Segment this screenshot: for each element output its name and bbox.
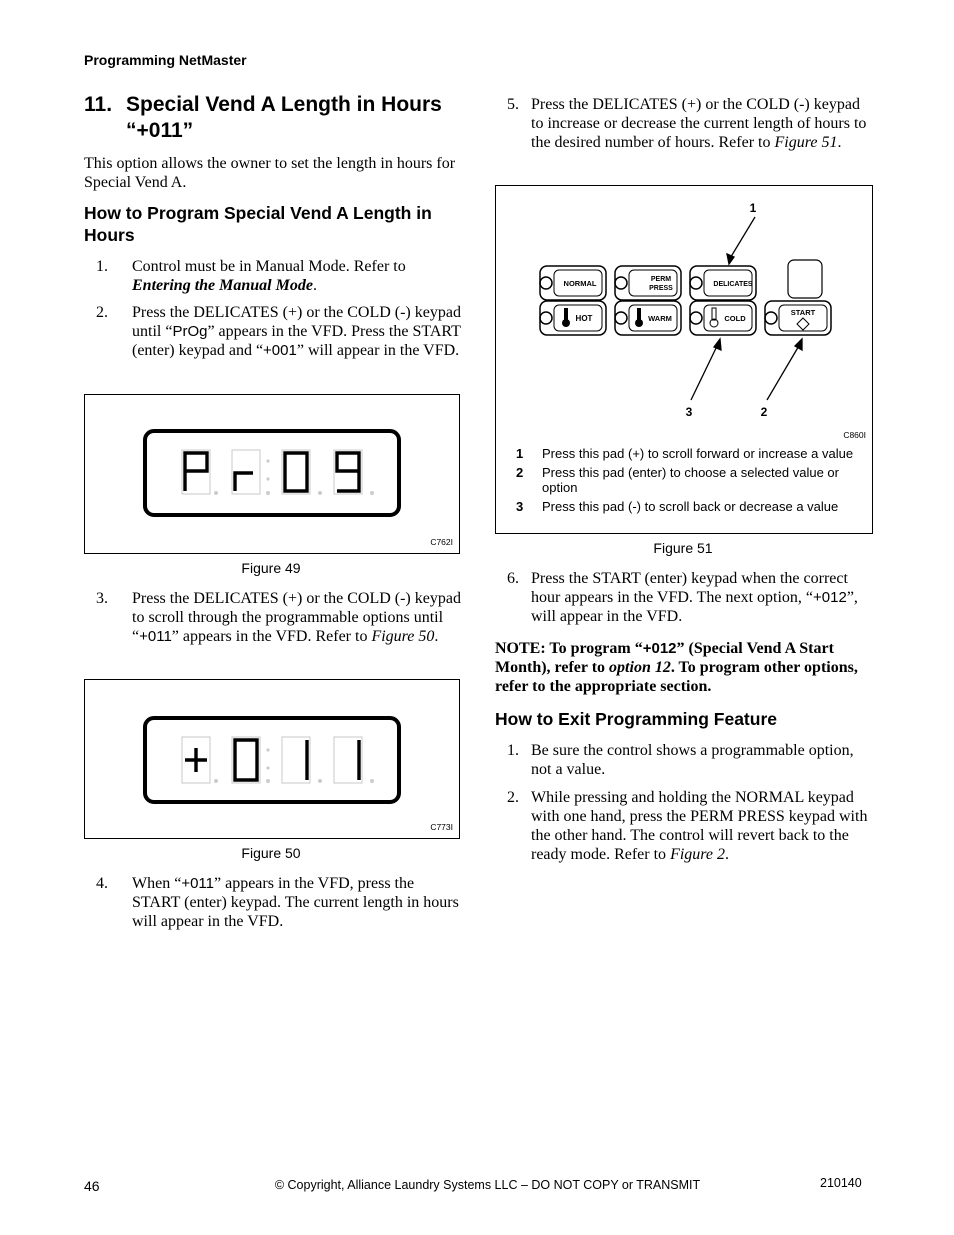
step-text: .	[312, 277, 317, 294]
step-text: Press the START (enter) keypad when the correct hour appears in the VFD. The next option, “	[531, 570, 848, 606]
figure-50-link[interactable]: Figure 50	[371, 628, 435, 645]
callout-1: 1	[749, 201, 757, 215]
option-12-link[interactable]: option 12	[609, 659, 671, 676]
step-text: ” appears in the VFD. Refer to	[171, 628, 372, 645]
figure-49-frame	[84, 394, 460, 554]
step-text: .	[434, 628, 439, 645]
vfd-code: +011	[139, 628, 172, 645]
button-label: START	[790, 308, 816, 317]
exit-step-1	[507, 741, 877, 781]
running-head: Programming NetMaster	[84, 52, 247, 68]
figure-50-caption: Figure 50	[241, 845, 301, 861]
step-number: 4.	[96, 875, 108, 892]
step-number: 2.	[507, 789, 519, 806]
step-text: Press the DELICATES (+) or the COLD (-) keypad to scroll through the programmable options until “	[132, 590, 461, 645]
section-title-line2: “+011”	[126, 119, 194, 142]
figure-2-link[interactable]: Figure 2	[670, 846, 726, 863]
page-number: 46	[84, 1178, 100, 1194]
button-label: DELICATES	[713, 281, 753, 288]
step-number: 1.	[507, 742, 519, 759]
button-label: COLD	[724, 314, 746, 323]
figure-51-link[interactable]: Figure 51	[774, 134, 838, 151]
legend-text: Press this pad (-) to scroll back or decrease a value	[542, 499, 839, 514]
legend-number: 3	[516, 499, 524, 514]
step-text: ” will appear in the VFD.	[296, 342, 460, 359]
legend-text: Press this pad (enter) to choose a selected value or option	[542, 465, 839, 495]
vfd-code: +001	[263, 342, 297, 359]
section-title-line1: Special Vend A Length in Hours	[126, 93, 442, 116]
step-number: 1.	[96, 258, 108, 275]
document-number: 210140	[820, 1176, 862, 1190]
figure-49-caption: Figure 49	[241, 560, 301, 576]
note-text: ” (Special Vend A Start Month), refer to	[495, 640, 834, 676]
step-text: ”, will appear in the VFD.	[531, 589, 858, 625]
subheading-exit: How to Exit Programming Feature	[495, 709, 777, 729]
button-label: PRESS	[649, 285, 673, 292]
section-intro: This option allows the owner to set the length in hours for Special Vend A.	[84, 155, 456, 191]
display-window	[788, 260, 822, 298]
button-label: PERM	[650, 276, 672, 283]
button-label: WARM	[648, 314, 672, 323]
step-4	[96, 874, 466, 934]
cold-keypad	[690, 301, 756, 335]
step-number: 3.	[96, 590, 108, 607]
warm-keypad	[615, 301, 681, 335]
legend-number: 2	[516, 465, 524, 480]
vfd-code: PrOg	[172, 323, 208, 340]
subheading-program: How to Program Special Vend A Length in Hours	[84, 203, 432, 245]
figure-51-caption: Figure 51	[653, 540, 713, 556]
step-text: Press the DELICATES (+) or the COLD (-) keypad until “	[132, 304, 461, 340]
start-keypad	[765, 301, 831, 335]
keypad-diagram	[496, 186, 872, 436]
manual-mode-link[interactable]: Entering the Manual Mode	[132, 277, 313, 294]
step-5	[507, 95, 877, 175]
vfd-code: +011	[181, 875, 214, 892]
figure-code: C860I	[843, 430, 866, 440]
exit-step-2	[507, 788, 877, 868]
step-text: .	[725, 846, 730, 863]
step-number: 2.	[96, 304, 108, 321]
vfd-display-prog	[85, 395, 459, 553]
callout-3: 3	[685, 405, 693, 419]
note-text: . To program other options, refer to the appropriate section.	[495, 659, 858, 695]
button-label: HOT	[575, 314, 593, 323]
note-text: NOTE: To program “	[495, 640, 643, 657]
vfd-code: +012	[813, 589, 847, 606]
section-number: 11.	[84, 93, 113, 116]
step-number: 6.	[507, 570, 519, 587]
button-label: NORMAL	[563, 279, 597, 288]
step-text: Control must be in Manual Mode. Refer to	[132, 258, 406, 275]
vfd-display-011	[85, 680, 459, 838]
perm-press-keypad	[615, 266, 681, 300]
section-heading	[84, 92, 474, 144]
figure-50-frame	[84, 679, 460, 839]
legend-number: 1	[516, 446, 524, 461]
step-text: Be sure the control shows a programmable option, not a value.	[531, 742, 854, 778]
callout-2: 2	[760, 405, 768, 419]
step-number: 5.	[507, 96, 519, 113]
step-text: When “	[132, 875, 182, 892]
figure-code: C773I	[430, 822, 453, 832]
figure-code: C762I	[430, 537, 453, 547]
legend-text: Press this pad (+) to scroll forward or increase a value	[542, 446, 854, 461]
hot-keypad	[540, 301, 606, 335]
step-text: .	[837, 134, 842, 151]
normal-keypad	[540, 266, 606, 300]
step-1	[96, 257, 466, 297]
figure-51-frame	[495, 185, 873, 534]
step-6	[507, 569, 877, 629]
step-text: ” appears in the VFD, press the START (enter) keypad. The current length in hours will appear in the VFD.	[132, 875, 459, 930]
step-text: ” appears in the VFD. Press the START (enter) keypad and “	[132, 323, 461, 359]
step-text: While pressing and holding the NORMAL keypad with one hand, press the PERM PRESS keypad with the other hand. The control will revert back to the ready mode. Refer to	[531, 789, 868, 863]
step-text: Press the DELICATES (+) or the COLD (-) keypad to increase or decrease the current length of hours to the desired number of hours. Refer to	[531, 96, 867, 151]
step-2	[96, 303, 466, 383]
step-3	[96, 589, 466, 669]
copyright: © Copyright, Alliance Laundry Systems LLC – DO NOT COPY or TRANSMIT	[274, 1178, 701, 1192]
delicates-keypad	[690, 266, 756, 300]
note	[495, 639, 870, 696]
vfd-code: +012	[642, 640, 677, 657]
